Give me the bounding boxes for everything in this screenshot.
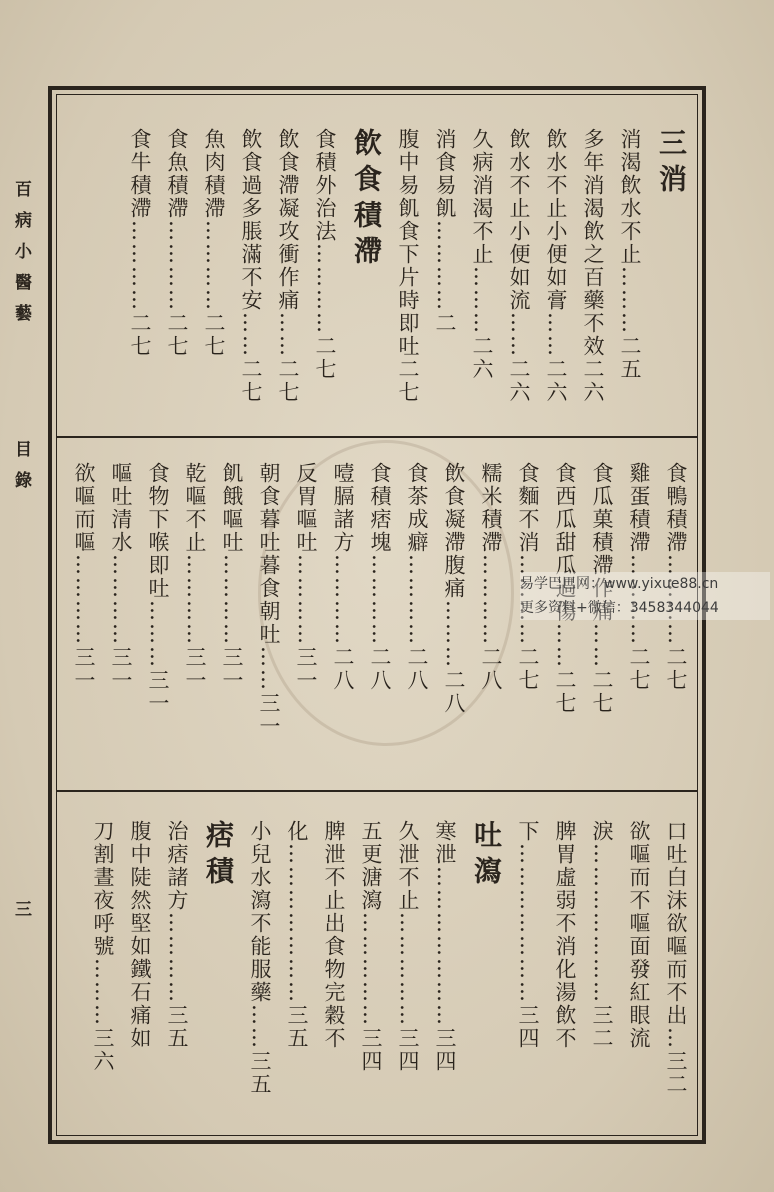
toc-entry: 朝食暮吐暮食朝吐……三一 <box>257 462 281 738</box>
watermark-line-2: 更多资料+微信：3458344044 <box>520 600 719 616</box>
toc-entry: 食西瓜甜瓜過傷……二七 <box>553 462 577 715</box>
page-number: 三 <box>11 900 31 931</box>
watermark-line-1: 易学巴巴网：www.yixue88.cn <box>520 576 719 592</box>
toc-entry: 食牛積滯…………二七 <box>128 128 152 358</box>
toc-entry: 腹中陡然堅如鐵石痛如 <box>128 820 152 1050</box>
toc-entry: 食瓜菓積滯作痛……二七 <box>590 462 614 715</box>
band-divider-2 <box>56 790 698 792</box>
toc-entry: 食鴨積滯…………二七 <box>664 462 688 692</box>
toc-entry: 脾泄不止出食物完穀不 <box>322 820 346 1050</box>
toc-entry: 飲水不止小便如膏……二六 <box>544 128 568 404</box>
toc-entry: 飢餓嘔吐…………三一 <box>220 462 244 692</box>
toc-entry: 雞蛋積滯…………二七 <box>627 462 651 692</box>
toc-entry: 飲食滯凝攻衝作痛……二七 <box>276 128 300 404</box>
toc-entry: 食茶成癖…………二八 <box>405 462 429 692</box>
toc-band-2 <box>60 462 694 778</box>
toc-entry: 多年消渴飲之百藥不效二六 <box>581 128 605 404</box>
toc-entry: 反胃嘔吐…………三一 <box>294 462 318 692</box>
toc-entry: 五更溏瀉……………三四 <box>359 820 383 1073</box>
toc-entry: 寒泄…………………三四 <box>433 820 457 1073</box>
toc-entry: 腹中易飢食下片時即吐二七 <box>396 128 420 404</box>
toc-entry: 治痞諸方…………三五 <box>165 820 189 1050</box>
toc-entry: 脾胃虛弱不消化湯飲不 <box>553 820 577 1050</box>
toc-entry: 口吐白沫欲嘔而不出…三二 <box>664 820 688 1096</box>
toc-entry: 飲水不止小便如流……二六 <box>507 128 531 404</box>
band-divider-1 <box>56 436 698 438</box>
toc-entry: 欲嘔而不嘔面發紅眼流 <box>627 820 651 1050</box>
toc-entry: 小兒水瀉不能服藥……三五 <box>248 820 272 1096</box>
toc-entry: 淚…………………三二 <box>590 820 614 1050</box>
toc-entry: 久病消渴不止………二六 <box>470 128 494 381</box>
toc-entry: 飲食凝滯腹痛………二八 <box>442 462 466 715</box>
toc-entry: 嘔吐清水…………三一 <box>109 462 133 692</box>
toc-entry: 久泄不止……………三四 <box>396 820 420 1073</box>
toc-entry: 乾嘔不止…………三一 <box>183 462 207 692</box>
toc-entry: 消食易飢…………二 <box>433 128 457 335</box>
toc-entry: 食積外治法…………二七 <box>313 128 337 381</box>
toc-entry: 飲食過多脹滿不安……二七 <box>239 128 263 404</box>
toc-entry: 食麵不消…………二七 <box>516 462 540 692</box>
toc-entry: 糯米積滯…………二八 <box>479 462 503 692</box>
toc-band-1 <box>60 128 694 428</box>
section-label: 目錄 <box>11 440 31 502</box>
section-heading: 痞積 <box>202 820 235 892</box>
section-heading: 三消 <box>655 128 688 200</box>
toc-band-3 <box>60 820 694 1120</box>
toc-entry: 食魚積滯…………二七 <box>165 128 189 358</box>
section-heading: 飲食積滯 <box>350 128 383 272</box>
section-heading: 吐瀉 <box>470 820 503 892</box>
toc-entry: 魚肉積滯…………二七 <box>202 128 226 358</box>
toc-entry: 食積痞塊…………二八 <box>368 462 392 692</box>
toc-entry: 欲嘔而嘔…………三一 <box>72 462 96 692</box>
watermark <box>520 572 770 620</box>
book-title: 百病小醫藝 <box>11 180 31 335</box>
toc-entry: 刀割晝夜呼號………三六 <box>91 820 115 1073</box>
toc-entry: 化…………………三五 <box>285 820 309 1050</box>
toc-entry: 食物下喉即吐………三一 <box>146 462 170 715</box>
toc-entry: 下…………………三四 <box>516 820 540 1050</box>
toc-entry: 消渴飲水不止………二五 <box>618 128 642 381</box>
toc-entry: 噎膈諸方…………二八 <box>331 462 355 692</box>
